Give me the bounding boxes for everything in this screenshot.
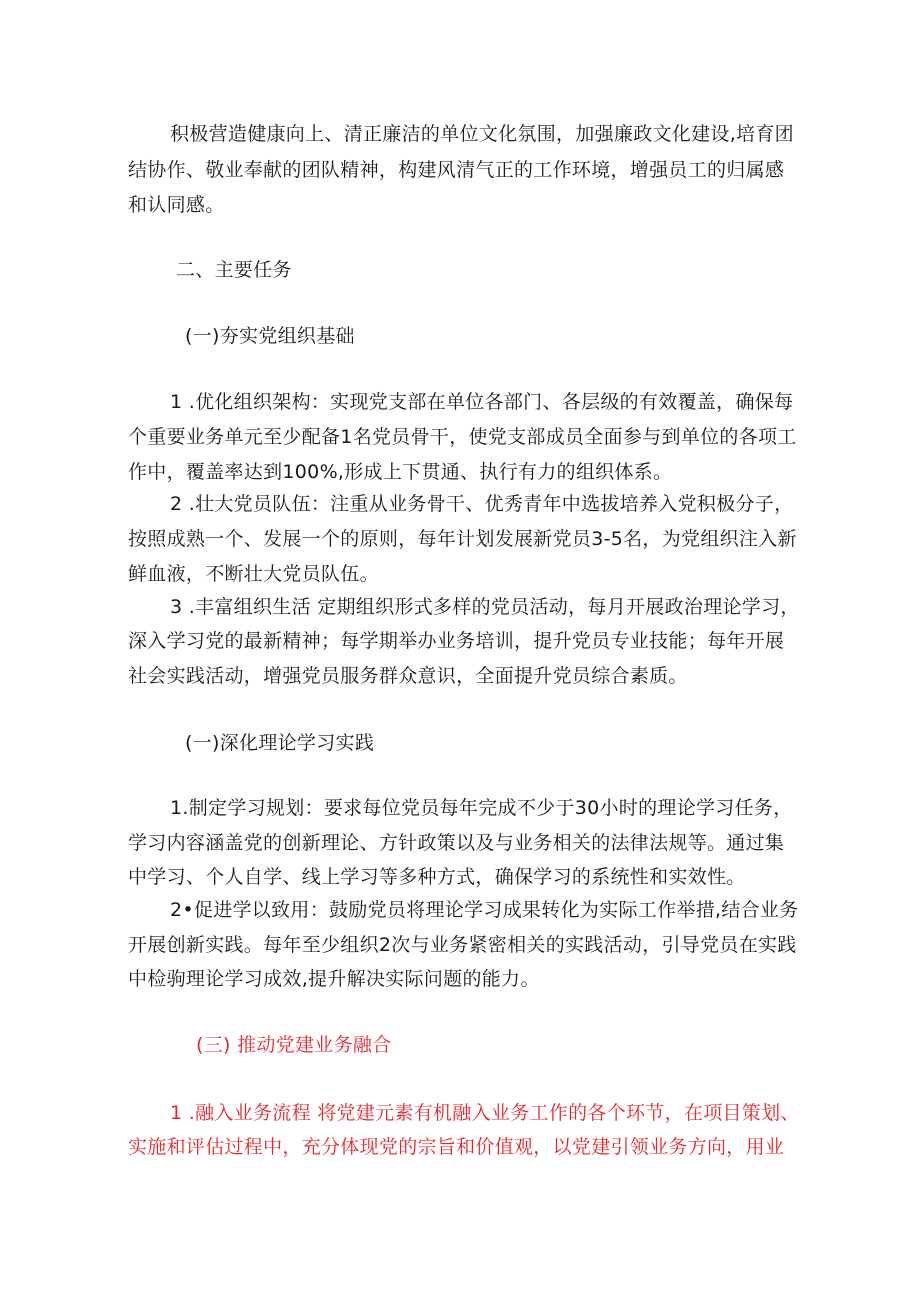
item4-line-1: 1.制定学习规划：要求每位党员每年完成不少于30小时的理论学习任务，: [170, 797, 793, 819]
item2-line-2: 按照成熟一个、发展一个的原则，每年计划发展新党员3-5名，为党组织注入新: [128, 528, 797, 550]
item1-line-2: 个重要业务单元至少配备1名党员骨干，使党支部成员全面参与到单位的各项工: [128, 426, 797, 448]
subsection-heading-3: (三) 推动党建业务融合: [196, 1034, 392, 1056]
item1-line-1: 1 .优化组织架构：实现党支部在单位各部门、各层级的有效覆盖，确保每: [170, 391, 794, 413]
item5-line-2: 开展创新实践。每年至少组织2次与业务紧密相关的实践活动，引导党员在实践: [128, 934, 797, 956]
item4-line-2: 学习内容涵盖党的创新理论、方针政策以及与业务相关的法律法规等。通过集: [128, 832, 785, 854]
item1-line-3: 作中，覆盖率达到100%,形成上下贯通、执行有力的组织体系。: [128, 461, 673, 483]
item6-line-2: 实施和评估过程中，充分体现党的宗旨和价值观，以党建引领业务方向，用业: [128, 1136, 785, 1158]
item2-line-3: 鲜血液，不断壮大党员队伍。: [128, 563, 379, 585]
intro-line-1: 积极营造健康向上、清正廉洁的单位文化氛围，加强廉政文化建设,培育团: [170, 123, 794, 145]
item5-line-1: 2•促进学以致用：鼓励党员将理论学习成果转化为实际工作举措,结合业务: [170, 899, 799, 921]
intro-line-2: 结协作、敬业奉献的团队精神，构建风清气正的工作环境，增强员工的归属感: [128, 159, 785, 181]
subsection-heading-1: (一)夯实党组织基础: [185, 325, 355, 347]
item4-line-3: 中学习、个人自学、线上学习等多种方式，确保学习的系统性和实效性。: [128, 866, 746, 888]
item3-line-1: 3 .丰富组织生活 定期组织形式多样的党员活动，每月开展政治理论学习，: [170, 596, 800, 618]
subsection-heading-2: (一)深化理论学习实践: [185, 732, 375, 754]
section-heading: 二、主要任务: [176, 259, 292, 281]
item3-line-3: 社会实践活动，增强党员服务群众意识，全面提升党员综合素质。: [128, 665, 688, 687]
item2-line-1: 2 .壮大党员队伍：注重从业务骨干、优秀青年中选拔培养入党积极分子，: [170, 493, 794, 515]
intro-line-3: 和认同感。: [128, 194, 225, 216]
item5-line-3: 中检驹理论学习成效,提升解决实际问题的能力。: [128, 968, 540, 990]
item6-line-1: 1 .融入业务流程 将党建元素有机融入业务工作的各个环节，在项目策划、: [170, 1102, 800, 1124]
item3-line-2: 深入学习党的最新精神；每学期举办业务培训，提升党员专业技能；每年开展: [128, 630, 785, 652]
